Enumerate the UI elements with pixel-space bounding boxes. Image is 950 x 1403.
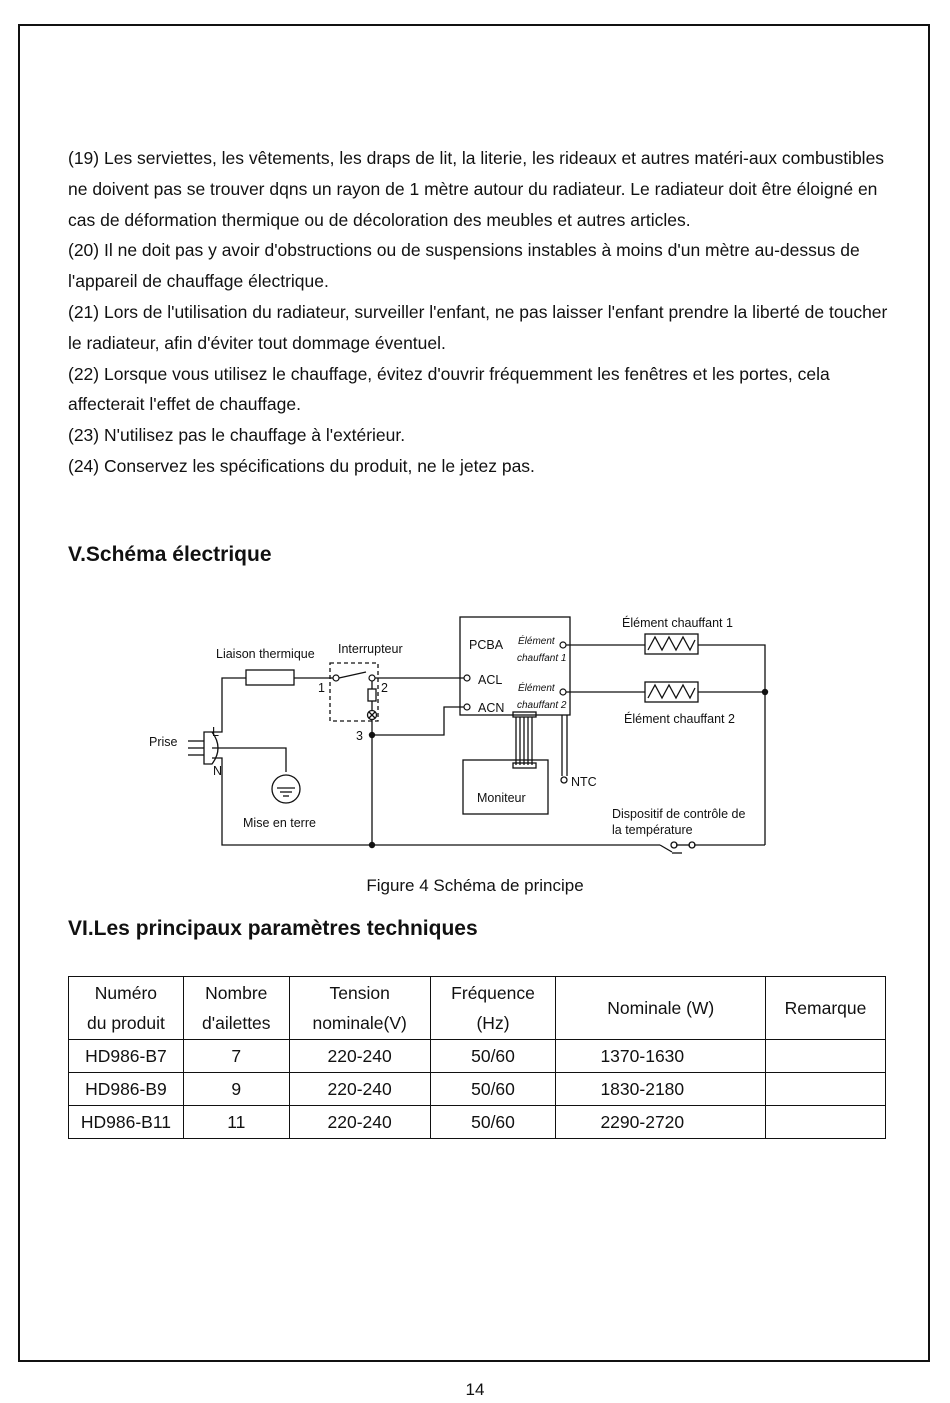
cell-frequency: 50/60 [430,1106,556,1139]
label-heater-2: Élément chauffant 2 [624,712,735,726]
label-pcba-el1-bottom: chauffant 1 [517,653,567,664]
wiring-diagram [0,600,950,870]
header-product-number: Numéro du produit [69,977,184,1040]
label-thermal-link: Liaison thermique [216,647,315,661]
cell-product: HD986-B7 [69,1040,184,1073]
paragraph-22: (22) Lorsque vous utilisez le chauffage, évitez d'ouvrir fréquemment les fenêtres et les portes, cela affecterait l'effet de chauffage. [68,363,830,415]
cell-power: 1370-1630 [556,1040,766,1073]
label-plug: Prise [149,735,178,749]
paragraph-21: (21) Lors de l'utilisation du radiateur, surveiller l'enfant, ne pas laisser l'enfant prendre la liberté de toucher le radiateur, afin d'éviter tout dommage éventuel. [68,301,888,353]
header-remark: Remarque [766,977,886,1040]
label-pcba-el2-bottom: chauffant 2 [517,700,567,711]
ground-icon [272,775,300,803]
cell-fins: 11 [183,1106,289,1139]
header-frequency: Fréquence (Hz) [430,977,556,1040]
label-switch: Interrupteur [338,642,403,656]
header-voltage: Tension nominale(V) [289,977,430,1040]
label-pin-2: 2 [381,681,388,695]
safety-instructions [68,143,888,482]
table-header-row [69,977,886,1040]
paragraph-19: (19) Les serviettes, les vêtements, les draps de lit, la literie, les rideaux et autres matéri-aux combustibles ne doivent pas se trouver dqns un rayon de 1 mètre autour du radiateur. Le radiateur doit être éloigné en cas de déformation thermique ou de décoloration des meubles et autres articles. [68,148,885,230]
cell-voltage: 220-240 [289,1040,430,1073]
label-ground: Mise en terre [243,816,316,830]
cell-voltage: 220-240 [289,1106,430,1139]
table-row [69,1106,886,1139]
switch-blade [339,672,366,678]
label-l: L [212,725,219,739]
label-n: N [213,764,223,778]
table-row [69,1073,886,1106]
figure-caption: Figure 4 Schéma de principe [366,876,584,895]
thermal-link [246,670,294,685]
section-5-title: V.Schéma électrique [68,543,272,566]
cell-power: 2290-2720 [556,1106,766,1139]
cell-fins: 7 [183,1040,289,1073]
paragraph-23: (23) N'utilisez pas le chauffage à l'extérieur. [68,425,406,446]
label-pcba: PCBA [469,638,504,652]
label-temp-control-1: Dispositif de contrôle de [612,807,746,821]
label-heater-1: Élément chauffant 1 [622,616,733,630]
header-fin-count: Nombre d'ailettes [183,977,289,1040]
paragraph-20: (20) Il ne doit pas y avoir d'obstructions ou de suspensions instables à moins d'un mètre au-dessus de l'appareil de chauffage électrique. [68,240,860,292]
label-ntc: NTC [571,775,597,789]
label-pin-3: 3 [356,729,363,743]
label-monitor: Moniteur [477,791,526,805]
cell-remark [766,1073,886,1106]
paragraph-24: (24) Conservez les spécifications du produit, ne le jetez pas. [68,455,535,476]
cell-remark [766,1106,886,1139]
cell-remark [766,1040,886,1073]
label-pcba-el1-top: Élément [518,636,555,647]
cell-frequency: 50/60 [430,1040,556,1073]
label-acl: ACL [478,673,503,687]
cell-fins: 9 [183,1073,289,1106]
page-number: 14 [465,1380,485,1399]
label-temp-control-2: la température [612,823,693,837]
label-pcba-el2-top: Élément [518,683,555,694]
label-pin-1: 1 [318,681,325,695]
specs-table [68,976,886,1139]
switch-box [330,663,378,721]
cell-voltage: 220-240 [289,1073,430,1106]
header-power: Nominale (W) [556,977,766,1040]
cell-frequency: 50/60 [430,1073,556,1106]
cell-product: HD986-B9 [69,1073,184,1106]
cell-power: 1830-2180 [556,1073,766,1106]
cell-product: HD986-B11 [69,1106,184,1139]
table-row [69,1040,886,1073]
section-6-title: VI.Les principaux paramètres techniques [68,917,478,940]
label-acn: ACN [478,701,505,715]
